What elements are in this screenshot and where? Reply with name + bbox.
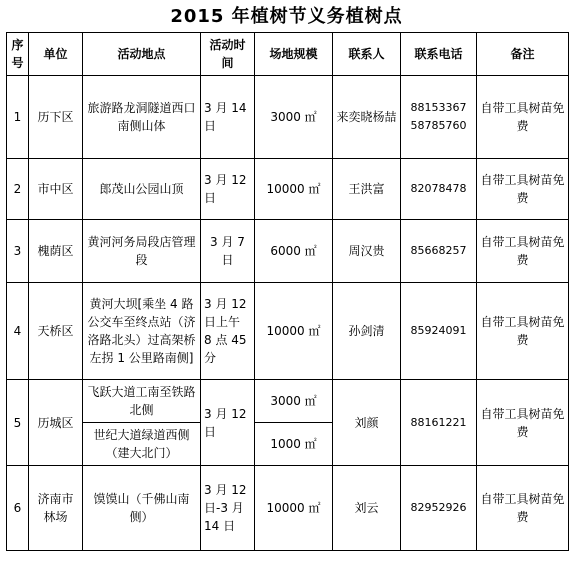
cell-scale: 10000 ㎡ — [255, 466, 333, 551]
cell-scale: 3000 ㎡ — [255, 76, 333, 159]
cell-time: 3 月 14 日 — [201, 76, 255, 159]
cell-location: 黄河大坝[乘坐 4 路公交车至终点站（济洛路北头）过高架桥左拐 1 公里路南侧] — [83, 283, 201, 380]
table-row — [7, 283, 569, 380]
cell-location: 飞跃大道工南至铁路北侧 — [83, 380, 201, 423]
cell-seq: 1 — [7, 76, 29, 159]
cell-scale: 10000 ㎡ — [255, 159, 333, 220]
cell-note: 自带工具树苗免费 — [477, 76, 569, 159]
header-seq: 序号 — [7, 33, 29, 76]
cell-contact: 刘颜 — [333, 380, 401, 466]
table-row — [7, 466, 569, 551]
cell-note: 自带工具树苗免费 — [477, 380, 569, 466]
cell-location: 馍馍山（千佛山南侧） — [83, 466, 201, 551]
cell-phone: 82078478 — [401, 159, 477, 220]
cell-time: 3 月 7 日 — [201, 220, 255, 283]
cell-time: 3 月 12 日上午 8 点 45 分 — [201, 283, 255, 380]
cell-unit: 市中区 — [29, 159, 83, 220]
header-note: 备注 — [477, 33, 569, 76]
table-row — [7, 159, 569, 220]
cell-phone: 85668257 — [401, 220, 477, 283]
header-unit: 单位 — [29, 33, 83, 76]
table-row — [7, 76, 569, 159]
header-row — [7, 33, 569, 76]
cell-scale-2: 1000 ㎡ — [255, 423, 333, 466]
cell-scale: 10000 ㎡ — [255, 283, 333, 380]
cell-unit: 历下区 — [29, 76, 83, 159]
header-location: 活动地点 — [83, 33, 201, 76]
cell-unit: 天桥区 — [29, 283, 83, 380]
cell-scale: 3000 ㎡ — [255, 380, 333, 423]
header-time: 活动时间 — [201, 33, 255, 76]
cell-phone: 82952926 — [401, 466, 477, 551]
page-title: 2015 年植树节义务植树点 — [170, 6, 403, 27]
cell-contact: 王洪富 — [333, 159, 401, 220]
cell-time: 3 月 12 日 — [201, 380, 255, 466]
cell-seq: 4 — [7, 283, 29, 380]
table-row — [7, 380, 569, 423]
cell-phone: 88161221 — [401, 380, 477, 466]
cell-contact: 孙剑清 — [333, 283, 401, 380]
cell-time: 3 月 12 日 — [201, 159, 255, 220]
tree-planting-table — [6, 32, 569, 551]
cell-unit: 济南市林场 — [29, 466, 83, 551]
table-row — [7, 220, 569, 283]
cell-unit: 历城区 — [29, 380, 83, 466]
cell-location: 郎茂山公园山顶 — [83, 159, 201, 220]
cell-seq: 3 — [7, 220, 29, 283]
header-scale: 场地规模 — [255, 33, 333, 76]
cell-phone: 88153367 58785760 — [401, 76, 477, 159]
cell-note: 自带工具树苗免费 — [477, 220, 569, 283]
header-contact: 联系人 — [333, 33, 401, 76]
cell-contact: 刘云 — [333, 466, 401, 551]
cell-seq: 5 — [7, 380, 29, 466]
cell-note: 自带工具树苗免费 — [477, 466, 569, 551]
cell-contact: 来奕晓杨喆 — [333, 76, 401, 159]
cell-location: 黄河河务局段店管理段 — [83, 220, 201, 283]
cell-seq: 6 — [7, 466, 29, 551]
cell-seq: 2 — [7, 159, 29, 220]
header-phone: 联系电话 — [401, 33, 477, 76]
cell-note: 自带工具树苗免费 — [477, 159, 569, 220]
cell-location: 旅游路龙洞隧道西口南侧山体 — [83, 76, 201, 159]
cell-phone: 85924091 — [401, 283, 477, 380]
cell-location-2: 世纪大道绿道西侧（建大北门） — [83, 423, 201, 466]
cell-unit: 槐荫区 — [29, 220, 83, 283]
cell-note: 自带工具树苗免费 — [477, 283, 569, 380]
cell-contact: 周汉贵 — [333, 220, 401, 283]
cell-time: 3 月 12 日-3 月 14 日 — [201, 466, 255, 551]
cell-scale: 6000 ㎡ — [255, 220, 333, 283]
